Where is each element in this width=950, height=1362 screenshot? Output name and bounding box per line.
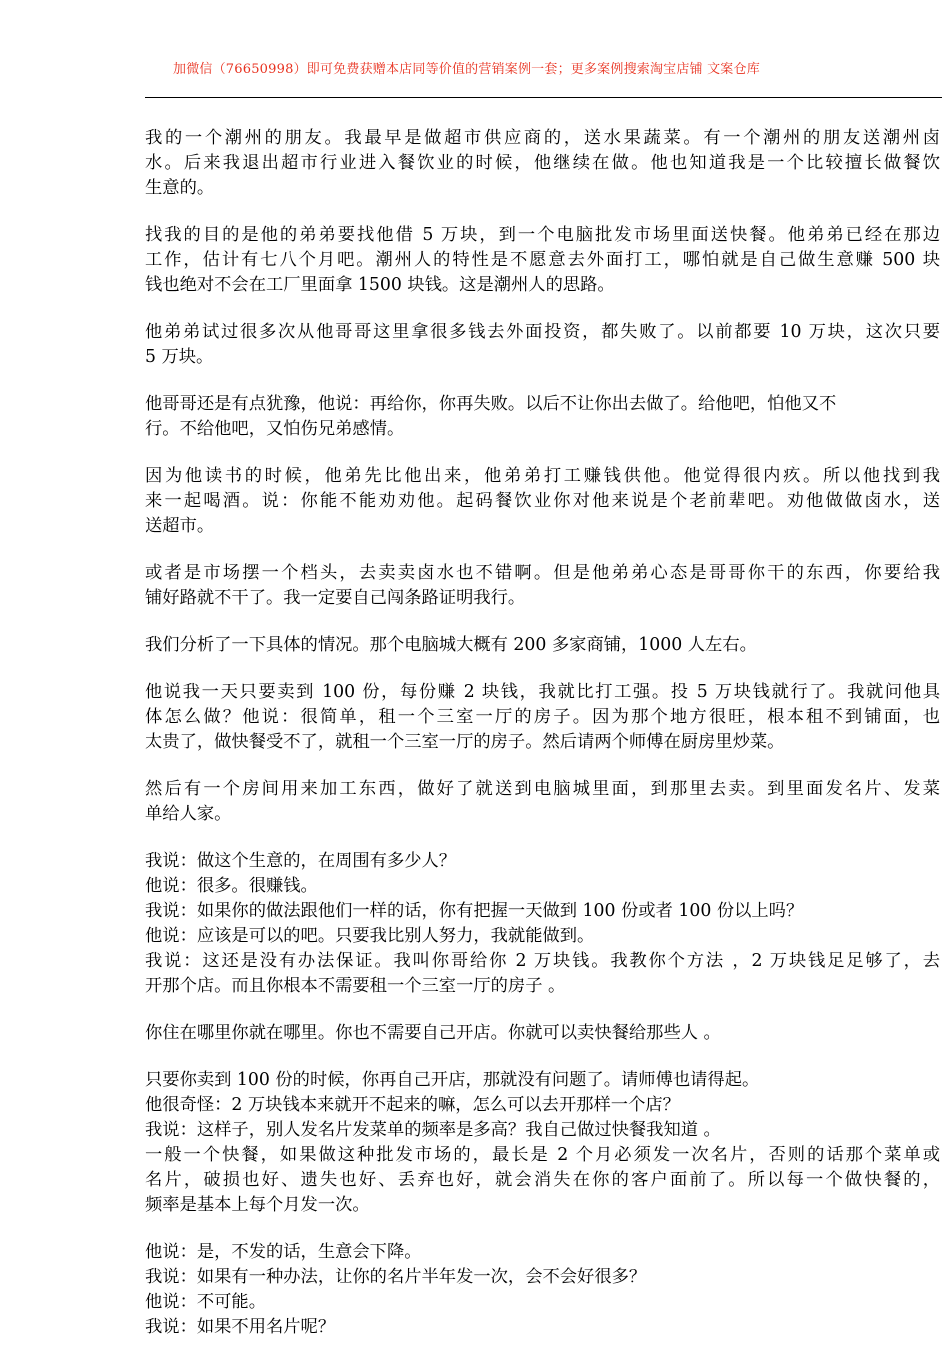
text-line: 太贵了，做快餐受不了，就租一个三室一厅的房子。然后请两个师傅在厨房里炒菜。 [145,732,785,752]
text-line: 送超市。 [145,516,215,536]
paragraph [145,561,940,611]
text-line: 水。后来我退出超市行业进入餐饮业的时候，他继续在做。他也知道我是一个比较擅长做餐饮 [145,153,940,173]
text-line: 行。不给他吧，又怕伤兄弟感情。 [145,419,405,439]
text-line: 我说：如果不用名片呢？ [145,1317,336,1337]
text-line: 单给人家。 [145,804,232,824]
text-line: 我们分析了一下具体的情况。那个电脑城大概有 200 多家商铺，1000 人左右。 [145,635,757,655]
text-line: 他说：应该是可以的吧。只要我比别人努力，我就能做到。 [145,926,595,946]
text-line: 铺好路就不干了。我一定要自己闯条路证明我行。 [145,588,526,608]
text-line: 因为他读书的时候，他弟先比他出来，他弟弟打工赚钱供他。他觉得很内疚。所以他找到我 [145,466,940,486]
paragraph [145,633,940,658]
text-line: 5 万块。 [145,347,214,367]
text-line: 一般一个快餐，如果做这种批发市场的，最长是 2 个月必须发一次名片，否则的话那个菜单或 [145,1145,940,1165]
text-line: 工作，估计有七八个月吧。潮州人的特性是不愿意去外面打工，哪怕就是自己做生意赚 500 块 [145,250,940,270]
text-line: 他说：是，不发的话，生意会下降。 [145,1242,422,1262]
text-line: 钱也绝对不会在工厂里面拿 1500 块钱。这是潮州人的思路。 [145,275,615,295]
paragraph [145,1240,940,1340]
text-line: 他弟弟试过很多次从他哥哥这里拿很多钱去外面投资，都失败了。以前都要 10 万块，这次只要 [145,322,940,342]
text-line: 我说：这样子，别人发名片发菜单的频率是多高？我自己做过快餐我知道 。 [145,1120,721,1140]
text-line: 名片，破损也好、遗失也好、丢弃也好，就会消失在你的客户面前了。所以每一个做快餐的， [145,1170,940,1190]
text-line: 我的一个潮州的朋友。我最早是做超市供应商的，送水果蔬菜。有一个潮州的朋友送潮州卤 [145,128,940,148]
paragraph [145,849,940,999]
text-line: 我说：如果你的做法跟他们一样的话，你有把握一天做到 100 份或者 100 份以上吗？ [145,901,804,921]
text-line: 我说：这还是没有办法保证。我叫你哥给你 2 万块钱。我教你个方法 ，2 万块钱足足够了，去 [145,951,940,971]
text-line: 你住在哪里你就在哪里。你也不需要自己开店。你就可以卖快餐给那些人 。 [145,1023,721,1043]
text-line: 来一起喝酒。说：你能不能劝劝他。起码餐饮业你对他来说是个老前辈吧。劝他做做卤水，送 [145,491,940,511]
text-line: 我说：如果有一种办法，让你的名片半年发一次，会不会好很多？ [145,1267,647,1287]
paragraph [145,392,940,442]
text-line: 生意的。 [145,178,215,198]
text-line: 体怎么做？他说：很简单，租一个三室一厅的房子。因为那个地方很旺，根本租不到铺面，也 [145,707,940,727]
paragraph [145,680,940,755]
header-divider [145,97,942,98]
promo-header: 加微信（76650998）即可免费获赠本店同等价值的营销案例一套；更多案例搜索淘宝店铺 文案仓库 [173,62,760,77]
text-line: 我说：做这个生意的，在周围有多少人？ [145,851,457,871]
paragraph [145,464,940,539]
text-line: 频率是基本上每个月发一次。 [145,1195,370,1215]
text-line: 他说我一天只要卖到 100 份，每份赚 2 块钱，我就比打工强。投 5 万块钱就行了。我就问他具 [145,682,940,702]
paragraph [145,320,940,370]
paragraph [145,1021,940,1046]
text-line: 他哥哥还是有点犹豫，他说：再给你，你再失败。以后不让你出去做了。给他吧，怕他又不 [145,394,837,414]
document-body [145,126,940,1362]
paragraph [145,1068,940,1218]
text-line: 他说：很多。很赚钱。 [145,876,318,896]
text-line: 找我的目的是他的弟弟要找他借 5 万块，到一个电脑批发市场里面送快餐。他弟弟已经在那边 [145,225,940,245]
text-line: 他说：不可能。 [145,1292,266,1312]
text-line: 他很奇怪：2 万块钱本来就开不起来的嘛，怎么可以去开那样一个店？ [145,1095,680,1115]
paragraph [145,223,940,298]
paragraph [145,777,940,827]
text-line: 开那个店。而且你根本不需要租一个三室一厅的房子 。 [145,976,566,996]
text-line: 然后有一个房间用来加工东西，做好了就送到电脑城里面，到那里去卖。到里面发名片、发菜 [145,779,940,799]
text-line: 只要你卖到 100 份的时候，你再自己开店，那就没有问题了。请师傅也请得起。 [145,1070,760,1090]
paragraph [145,126,940,201]
text-line: 或者是市场摆一个档头，去卖卖卤水也不错啊。但是他弟弟心态是哥哥你干的东西，你要给我 [145,563,940,583]
